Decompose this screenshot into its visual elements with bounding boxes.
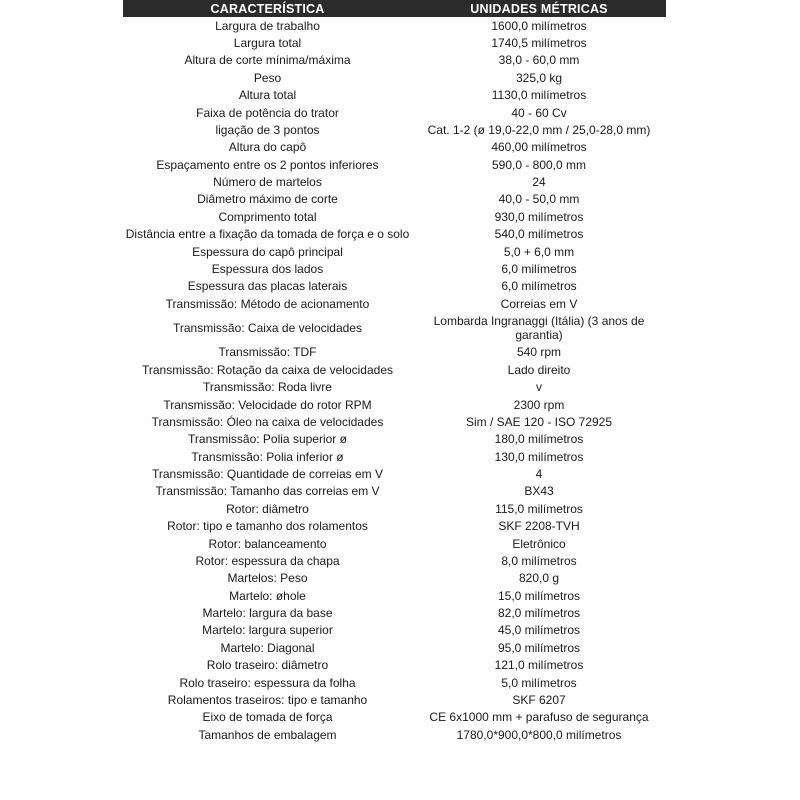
characteristic-cell: Eixo de tomada de força [202, 710, 333, 725]
characteristic-cell: Rolo traseiro: espessura da folha [179, 675, 356, 690]
characteristic-cell: Espessura do capô principal [192, 244, 343, 259]
metric-value-cell: SKF 6207 [512, 692, 566, 707]
characteristic-cell: Martelo: Diagonal [220, 640, 315, 655]
table-row [123, 535, 666, 552]
metric-value-cell: SKF 2208-TVH [498, 519, 580, 534]
metric-value-cell: 15,0 milímetros [497, 588, 581, 603]
table-row [123, 552, 666, 569]
table-row [123, 691, 666, 708]
metric-value-cell: 115,0 milímetros [495, 501, 583, 516]
table-row [123, 208, 666, 225]
characteristic-cell: Peso [253, 70, 282, 85]
characteristic-cell: Rolo traseiro: diâmetro [206, 658, 329, 673]
characteristic-cell: ligação de 3 pontos [215, 122, 320, 137]
table-row [123, 121, 666, 138]
characteristic-cell: Rolamentos traseiros: tipo e tamanho [167, 692, 368, 707]
characteristic-cell: Transmissão: Caixa de velocidades [173, 321, 362, 336]
table-row [123, 139, 666, 156]
characteristic-cell: Espessura dos lados [211, 261, 324, 276]
metric-value-cell: 5,0 + 6,0 mm [503, 244, 575, 259]
table-row [123, 243, 666, 260]
table-row [123, 260, 666, 277]
characteristic-cell: Transmissão: Velocidade do rotor RPM [163, 397, 372, 412]
table-row [123, 518, 666, 535]
characteristic-cell: Distância entre a fixação da tomada de força e o solo [125, 227, 410, 242]
metric-value-cell: 930,0 milímetros [494, 209, 584, 224]
characteristic-cell: Faixa de potência do trator [196, 105, 339, 120]
table-row [123, 52, 666, 69]
characteristic-cell: Transmissão: Rotação da caixa de velocidades [141, 362, 394, 377]
table-row [123, 726, 666, 743]
characteristic-cell: Diâmetro máximo de corte [197, 192, 338, 207]
characteristic-cell: Transmissão: TDF [218, 345, 317, 360]
table-row [123, 587, 666, 604]
table-row [123, 361, 666, 378]
table-row [123, 639, 666, 656]
metric-value-cell: 38,0 - 60,0 mm [498, 53, 580, 68]
metric-value-cell: Correias em V [500, 296, 578, 311]
metric-value-cell: 1740,5 milímetros [491, 36, 587, 51]
metric-value-cell: BX43 [524, 484, 554, 499]
characteristic-cell: Martelo: largura superior [202, 623, 333, 638]
table-row [123, 104, 666, 121]
table-row [123, 709, 666, 726]
characteristic-cell: Espaçamento entre os 2 pontos inferiores [156, 157, 379, 172]
metric-value-cell: 40 - 60 Cv [511, 105, 567, 120]
metric-value-cell: 1600,0 milímetros [491, 18, 587, 33]
metric-value-cell: 6,0 milímetros [501, 279, 577, 294]
characteristic-cell: Transmissão: Quantidade de correias em V [152, 467, 383, 482]
table-row [123, 500, 666, 517]
metric-value-cell: 180,0 milímetros [494, 432, 584, 447]
table-header [123, 0, 666, 17]
characteristic-cell: Transmissão: Óleo na caixa de velocidades [151, 414, 384, 429]
characteristic-cell: Largura total [233, 36, 302, 51]
header-characteristic: CARACTERÍSTICA [123, 0, 412, 17]
table-row [123, 69, 666, 86]
characteristic-cell: Transmissão: Tamanho das correias em V [155, 484, 380, 499]
table-row [123, 156, 666, 173]
characteristic-cell: Transmissão: Polia superior ø [188, 432, 347, 447]
characteristic-cell: Comprimento total [218, 209, 317, 224]
table-row [123, 17, 666, 34]
metric-value-cell: 820,0 g [518, 571, 560, 586]
table-row [123, 379, 666, 396]
characteristic-cell: Espessura das placas laterais [187, 279, 348, 294]
specifications-table [123, 0, 666, 743]
characteristic-cell: Altura do capô [228, 140, 307, 155]
metric-value-cell: 1130,0 milímetros [491, 88, 587, 103]
metric-value-cell: Sim / SAE 120 - ISO 72925 [465, 414, 613, 429]
metric-value-cell: 590,0 - 800,0 mm [491, 157, 587, 172]
table-row [123, 87, 666, 104]
table-row [123, 448, 666, 465]
table-row [123, 34, 666, 51]
characteristic-cell: Rotor: tipo e tamanho dos rolamentos [167, 519, 368, 534]
characteristic-cell: Altura total [238, 88, 297, 103]
characteristic-cell: Martelo: largura da base [202, 606, 333, 621]
metric-value-cell: 325,0 kg [515, 70, 563, 85]
table-row [123, 570, 666, 587]
characteristic-cell: Número de martelos [213, 175, 322, 190]
table-row [123, 657, 666, 674]
metric-value-cell: 45,0 milímetros [497, 623, 581, 638]
table-row [123, 604, 666, 621]
characteristic-cell: Transmissão: Polia inferior ø [191, 449, 344, 464]
table-row [123, 483, 666, 500]
metric-value-cell: 95,0 milímetros [497, 640, 581, 655]
metric-value-cell: 540,0 milímetros [494, 227, 584, 242]
table-row [123, 173, 666, 190]
characteristic-cell: Altura de corte mínima/máxima [184, 53, 351, 68]
metric-value-cell: 121,0 milímetros [494, 658, 584, 673]
metric-value-cell: 4 [535, 467, 543, 482]
characteristic-cell: Transmissão: Método de acionamento [165, 296, 370, 311]
characteristic-cell: Tamanhos de embalagem [198, 727, 337, 742]
metric-value-cell: v [536, 380, 542, 395]
metric-value-cell: 540 rpm [516, 345, 562, 360]
characteristic-cell: Rotor: espessura da chapa [195, 553, 340, 568]
table-row [123, 465, 666, 482]
characteristic-cell: Martelo: øhole [229, 588, 306, 603]
table-row [123, 413, 666, 430]
metric-value-cell: 24 [532, 175, 546, 190]
characteristic-cell: Largura de trabalho [215, 18, 320, 33]
metric-value-cell: Eletrônico [512, 536, 566, 551]
characteristic-cell: Rotor: diâmetro [226, 501, 309, 516]
table-row [123, 344, 666, 361]
table-row [123, 431, 666, 448]
table-row [123, 226, 666, 243]
table-row [123, 312, 666, 343]
metric-value-cell: 460,00 milímetros [491, 140, 587, 155]
metric-value-cell: 2300 rpm [513, 397, 565, 412]
metric-value-cell: Lado direito [507, 362, 571, 377]
metric-value-cell: Lombarda Ingranaggi (Itália) (3 anos de garantia) [433, 314, 645, 343]
metric-value-cell: 130,0 milímetros [494, 449, 584, 464]
metric-value-cell: CE 6x1000 mm + parafuso de segurança [429, 710, 649, 725]
table-row [123, 674, 666, 691]
metric-value-cell: Cat. 1-2 (ø 19,0-22,0 mm / 25,0-28,0 mm) [427, 122, 651, 137]
characteristic-cell: Martelos: Peso [227, 571, 308, 586]
metric-value-cell: 6,0 milímetros [501, 261, 577, 276]
table-body [123, 17, 666, 743]
table-header-row [123, 0, 666, 17]
header-metric-units: UNIDADES MÉTRICAS [412, 0, 666, 17]
table-row [123, 396, 666, 413]
metric-value-cell: 5,0 milímetros [501, 675, 577, 690]
metric-value-cell: 82,0 milímetros [497, 606, 581, 621]
characteristic-cell: Transmissão: Roda livre [203, 380, 332, 395]
metric-value-cell: 40,0 - 50,0 mm [498, 192, 580, 207]
characteristic-cell: Rotor: balanceamento [208, 536, 327, 551]
table-row [123, 295, 666, 312]
table-row [123, 278, 666, 295]
metric-value-cell: 1780,0*900,0*800,0 milímetros [456, 727, 622, 742]
table-row [123, 622, 666, 639]
metric-value-cell: 8,0 milímetros [501, 553, 577, 568]
table-row [123, 191, 666, 208]
